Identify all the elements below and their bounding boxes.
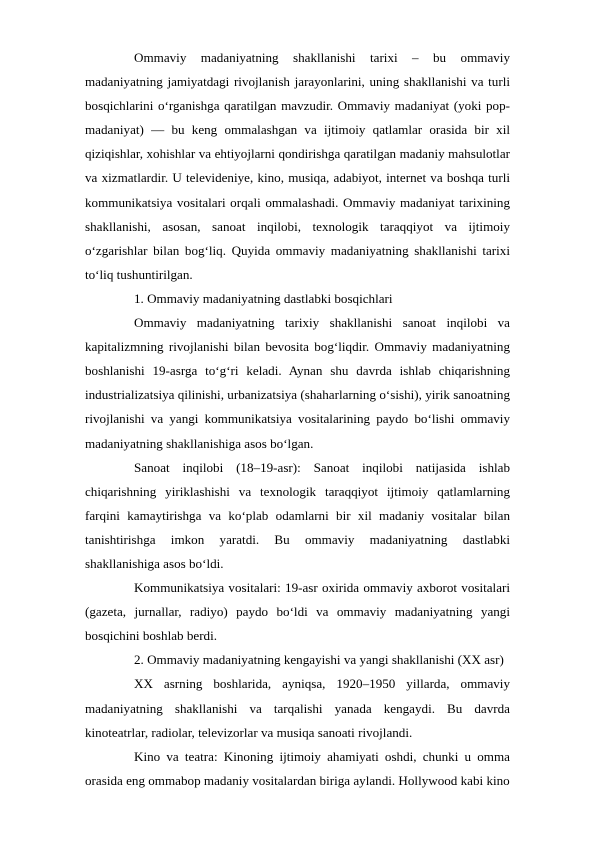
paragraph-industrial-revolution: Sanoat inqilobi (18–19-asr): Sanoat inqilobi natijasida ishlab chiqarishning yiriklashishi va texnologik taraqqiyot ijtimoiy qatlamlarning farqini kamaytirishga va ko‘plab odamlarni bir xil madaniy vositalar bilan tanishtirishga imkon yaratdi. Bu ommaviy madaniyatning dastlabki shakllanishiga asos bo‘ldi. [85, 459, 510, 571]
paragraph-20th-century: XX asrning boshlarida, ayniqsa, 1920–1950 yillarda, ommaviy madaniyatning shakllanishi va tarqalishi yanada kengaydi. Bu davrda kinoteatrlar, radiolar, televizorlar va musiqa sanoati rivojlandi. [85, 676, 510, 740]
paragraph-communication-means: Kommunikatsiya vositalari: 19-asr oxirida ommaviy axborot vositalari (gazeta, jurnallar, radiyo) paydo bo‘ldi va ommaviy madaniyatning yangi bosqichini boshlab berdi. [85, 580, 510, 644]
paragraph-cinema-theatre: Kino va teatra: Kinoning ijtimoiy ahamiyati oshdi, chunki u omma orasida eng ommabop madaniy vositalardan biriga aylandi. Hollywood kabi kino [85, 748, 510, 788]
paragraph-early-stages: Ommaviy madaniyatning tarixiy shakllanishi sanoat inqilobi va kapitalizmning rivojlanishi bilan bevosita bog‘liqdir. Ommaviy madaniyatning boshlanishi 19-asrga to‘g‘ri keladi. Aynan shu davrda ishlab chiqarishning industrializatsiya qilinishi, urbanizatsiya (shaharlarning o‘sishi), yirik sanoatning rivojlanishi va yangi kommunikatsiya vositalarining paydo bo‘lishi ommaviy madaniyatning shakllanishiga asos bo‘lgan. [85, 315, 510, 451]
section-heading-2: 2. Ommaviy madaniyatning kengayishi va yangi shakllanishi (XX asr) [134, 652, 504, 668]
document-page [85, 46, 510, 793]
intro-paragraph: Ommaviy madaniyatning shakllanishi tarixi – bu ommaviy madaniyatning jamiyatdagi rivojlanish jarayonlarini, uning shakllanishi va turli bosqichlarini o‘rganishga qaratilgan mavzudir. Ommaviy madaniyat (yoki pop-madaniyat) — bu keng ommalashgan va ijtimoiy qatlamlar orasida bir xil qiziqishlar, xohishlar va ehtiyojlarni qondirishga qaratilgan madaniy mahsulotlar va xizmatlardir. U televideniye, kino, musiqa, adabiyot, internet va boshqa turli kommunikatsiya vositalari orqali ommalashadi. Ommaviy madaniyat tarixining shakllanishi, asosan, sanoat inqilobi, texnologik taraqqiyot va ijtimoiy o‘zgarishlar bilan bog‘liq. Quyida ommaviy madaniyatning shakllanishi tarixi to‘liq tushuntirilgan. [85, 50, 510, 282]
section-heading-1: 1. Ommaviy madaniyatning dastlabki bosqichlari [134, 290, 393, 306]
